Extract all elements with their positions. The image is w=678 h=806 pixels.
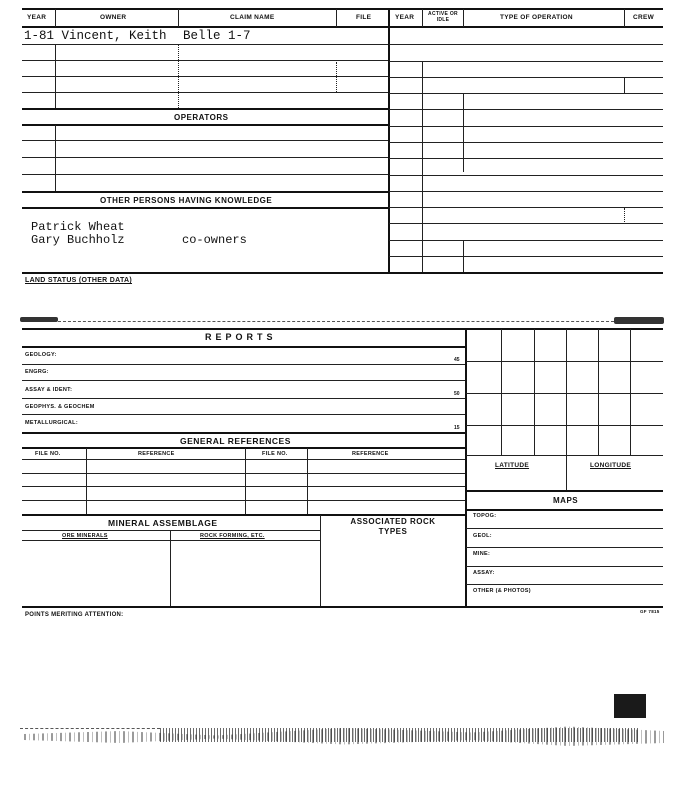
mineral-assemblage-title: MINERAL ASSEMBLAGE xyxy=(108,518,218,528)
maps-other-photos: OTHER (& PHOTOS) xyxy=(473,588,531,594)
header-year: YEAR xyxy=(27,14,47,21)
other-person-2: Gary Buchholz xyxy=(31,233,125,247)
header-claim-name: CLAIM NAME xyxy=(230,14,275,21)
maps-mine: MINE: xyxy=(473,551,491,557)
gr-header-reference-1: REFERENCE xyxy=(138,451,175,457)
other-persons-title: OTHER PERSONS HAVING KNOWLEDGE xyxy=(100,196,273,205)
report-assay-ident: ASSAY & IDENT: xyxy=(25,387,73,393)
associated-rock-types-title: ASSOCIATED ROCK TYPES xyxy=(350,517,436,536)
operators-title: OPERATORS xyxy=(174,113,229,122)
report-engrg: ENGRG: xyxy=(25,369,49,375)
owner-entry: 1-81 Vincent, Keith xyxy=(24,29,167,43)
rock-forming-label: ROCK FORMING, ETC. xyxy=(200,533,265,539)
reports-title: REPORTS xyxy=(205,332,277,342)
land-status-label: LAND STATUS (OTHER DATA) xyxy=(25,277,133,284)
points-meriting-attention-label: POINTS MERITING ATTENTION: xyxy=(25,612,124,618)
maps-assay: ASSAY: xyxy=(473,570,495,576)
header-owner: OWNER xyxy=(100,14,127,21)
maps-title: MAPS xyxy=(553,496,579,505)
report-geology: GEOLOGY: xyxy=(25,352,57,358)
header-crew: CREW xyxy=(633,14,655,21)
header-active-or-idle: ACTIVE OR IDLE xyxy=(428,11,458,23)
header-file: FILE xyxy=(356,14,372,21)
other-persons-note: co-owners xyxy=(182,233,247,247)
report-metallurgical: METALLURGICAL: xyxy=(25,420,78,426)
report-geophys-geochem: GEOPHYS. & GEOCHEM xyxy=(25,404,95,410)
general-references-title: GENERAL REFERENCES xyxy=(180,436,291,446)
header-type-of-operation: TYPE OF OPERATION xyxy=(500,14,573,21)
form-number: GF 7815 xyxy=(640,609,660,614)
maps-geol: GEOL: xyxy=(473,533,492,539)
gr-header-file-no-1: FILE NO. xyxy=(35,451,61,457)
latitude-label: LATITUDE xyxy=(495,462,530,469)
longitude-label: LONGITUDE xyxy=(590,462,631,469)
gr-header-reference-2: REFERENCE xyxy=(352,451,389,457)
other-person-1: Patrick Wheat xyxy=(31,220,125,234)
claim-name-entry: Belle 1-7 xyxy=(183,29,251,43)
ore-minerals-label: ORE MINERALS xyxy=(62,533,108,539)
maps-topog: TOPOG: xyxy=(473,513,497,519)
gr-header-file-no-2: FILE NO. xyxy=(262,451,288,457)
header-year-2: YEAR xyxy=(395,14,415,21)
